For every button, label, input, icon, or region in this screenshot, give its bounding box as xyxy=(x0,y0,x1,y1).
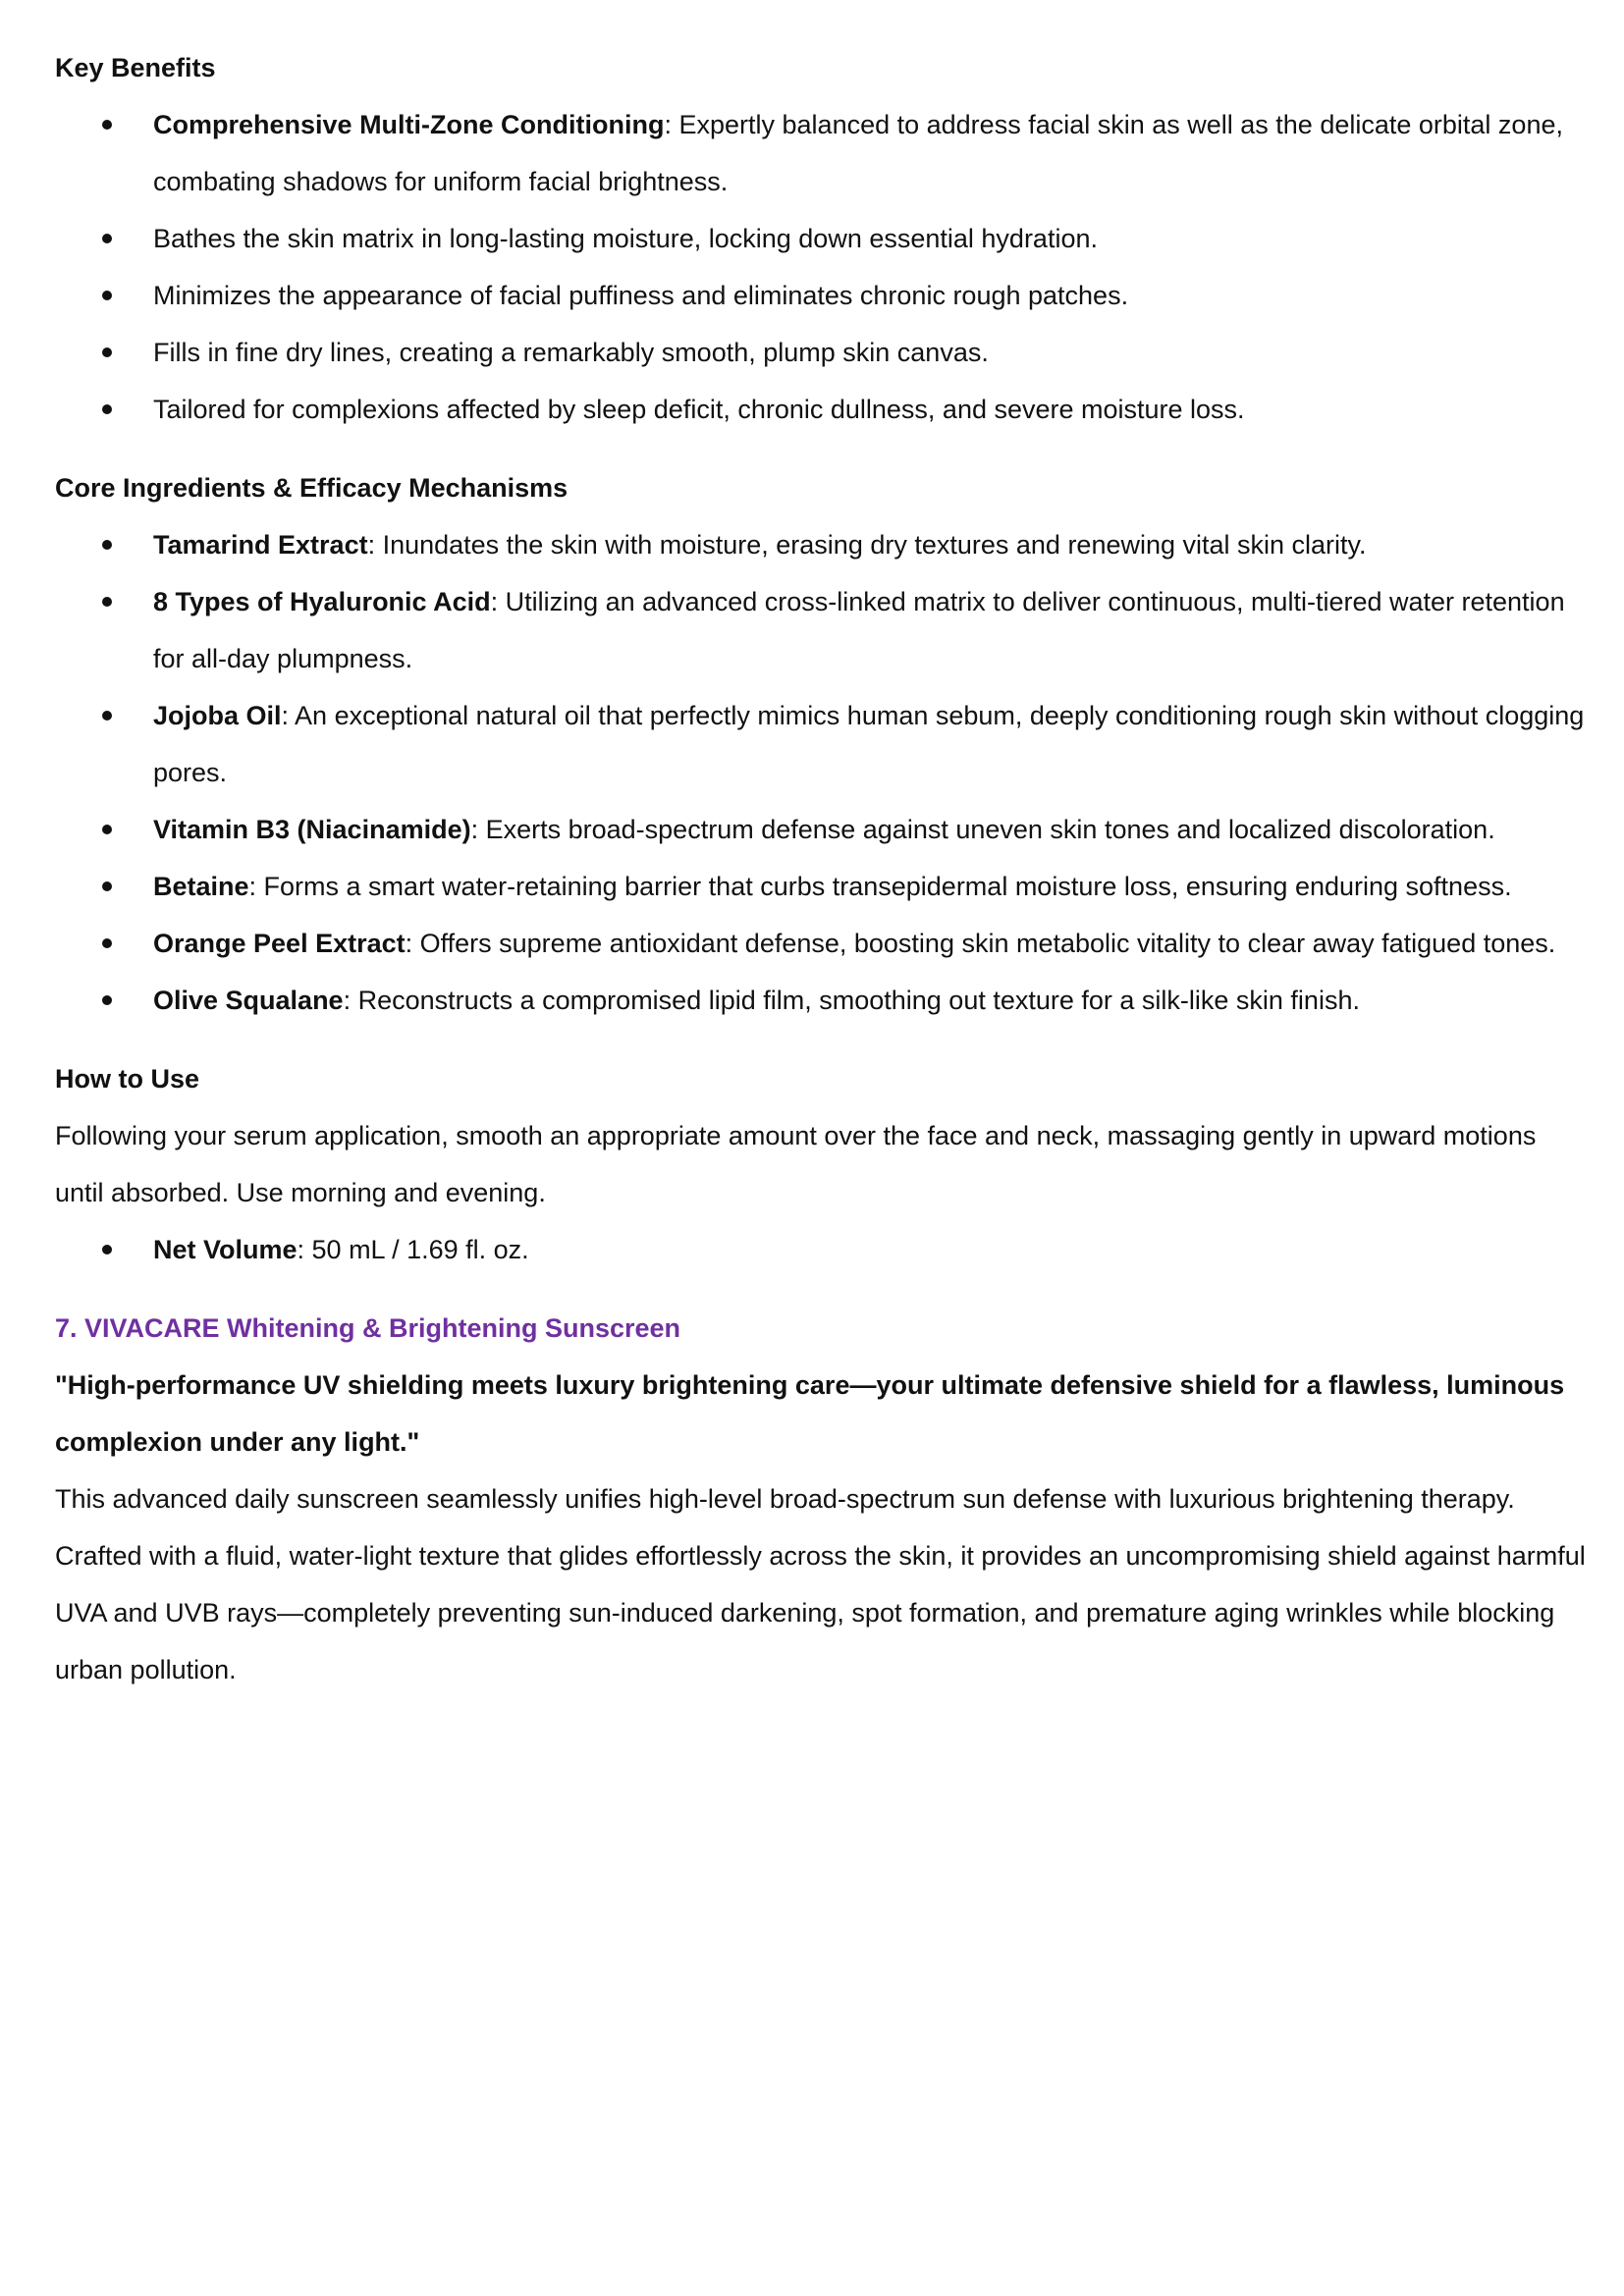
core-ingredients-heading: Core Ingredients & Efficacy Mechanisms xyxy=(55,473,568,503)
item-term: Comprehensive Multi-Zone Conditioning xyxy=(153,110,665,139)
item-text: : Inundates the skin with moisture, erasing dry textures and renewing vital skin clarity. xyxy=(367,530,1367,560)
bullet-icon xyxy=(102,540,112,550)
item-term: Orange Peel Extract xyxy=(153,929,406,958)
item-text: Minimizes the appearance of facial puffiness and eliminates chronic rough patches. xyxy=(153,281,1129,310)
bullet-icon xyxy=(102,938,112,948)
bullet-icon xyxy=(102,995,112,1005)
list-item xyxy=(55,210,1587,267)
bullet-icon xyxy=(102,711,112,721)
key-benefits-heading: Key Benefits xyxy=(55,53,216,82)
item-text: : An exceptional natural oil that perfectly mimics human sebum, deeply conditioning rough skin without clogging pores. xyxy=(153,701,1585,787)
key-benefits-list xyxy=(55,96,1587,438)
item-text: : Reconstructs a compromised lipid film, smoothing out texture for a silk-like skin finish. xyxy=(343,986,1360,1015)
how-to-use-heading: How to Use xyxy=(55,1064,200,1094)
list-item xyxy=(55,1221,1587,1278)
bullet-icon xyxy=(102,825,112,834)
bullet-icon xyxy=(102,234,112,243)
item-term: Betaine xyxy=(153,872,249,901)
list-item xyxy=(55,96,1587,210)
bullet-icon xyxy=(102,120,112,130)
bullet-icon xyxy=(102,291,112,300)
item-text: Fills in fine dry lines, creating a remarkably smooth, plump skin canvas. xyxy=(153,338,989,367)
item-text: : Forms a smart water-retaining barrier that curbs transepidermal moisture loss, ensuring enduring softness. xyxy=(248,872,1512,901)
bullet-icon xyxy=(102,1245,112,1255)
item-term: 8 Types of Hyaluronic Acid xyxy=(153,587,491,616)
list-item xyxy=(55,573,1587,687)
net-volume-list xyxy=(55,1221,1587,1278)
item-term: Jojoba Oil xyxy=(153,701,282,730)
item-term: Tamarind Extract xyxy=(153,530,368,560)
product-description: This advanced daily sunscreen seamlessly unifies high-level broad-spectrum sun defense with luxurious brightening therapy. Crafted with a fluid, water-light texture that glides effortlessly across the skin, it provides an uncompromising shield against harmful UVA and UVB rays—completely preventing sun-induced darkening, spot formation, and premature aging wrinkles while blocking urban pollution. xyxy=(55,1484,1586,1684)
list-item xyxy=(55,972,1587,1029)
bullet-icon xyxy=(102,347,112,357)
bullet-icon xyxy=(102,881,112,891)
product-title: 7. VIVACARE Whitening & Brightening Sunscreen xyxy=(55,1313,681,1343)
list-item xyxy=(55,858,1587,915)
list-item xyxy=(55,687,1587,801)
bullet-icon xyxy=(102,404,112,414)
list-item xyxy=(55,516,1587,573)
list-item xyxy=(55,381,1587,438)
item-term: Olive Squalane xyxy=(153,986,344,1015)
item-text: Tailored for complexions affected by sleep deficit, chronic dullness, and severe moisture loss. xyxy=(153,395,1245,424)
item-text: : Offers supreme antioxidant defense, boosting skin metabolic vitality to clear away fatigued tones. xyxy=(405,929,1556,958)
list-item xyxy=(55,915,1587,972)
item-text: : Exerts broad-spectrum defense against uneven skin tones and localized discoloration. xyxy=(470,815,1495,844)
item-text: : Expertly balanced to address facial skin as well as the delicate orbital zone, combating shadows for uniform facial brightness. xyxy=(153,110,1563,196)
how-to-use-paragraph: Following your serum application, smooth an appropriate amount over the face and neck, massaging gently in upward motions until absorbed. Use morning and evening. xyxy=(55,1121,1537,1207)
item-term: Vitamin B3 (Niacinamide) xyxy=(153,815,471,844)
list-item xyxy=(55,801,1587,858)
core-ingredients-list xyxy=(55,516,1587,1029)
bullet-icon xyxy=(102,597,112,607)
document-page xyxy=(55,39,1587,1698)
net-volume-value: : 50 mL / 1.69 fl. oz. xyxy=(297,1235,529,1264)
item-text: Bathes the skin matrix in long-lasting moisture, locking down essential hydration. xyxy=(153,224,1098,253)
item-text: : Utilizing an advanced cross-linked matrix to deliver continuous, multi-tiered water retention for all-day plumpness. xyxy=(153,587,1565,673)
net-volume-label: Net Volume xyxy=(153,1235,298,1264)
list-item xyxy=(55,267,1587,324)
product-tagline: "High-performance UV shielding meets luxury brightening care—your ultimate defensive shield for a flawless, luminous complexion under any light." xyxy=(55,1370,1565,1457)
list-item xyxy=(55,324,1587,381)
